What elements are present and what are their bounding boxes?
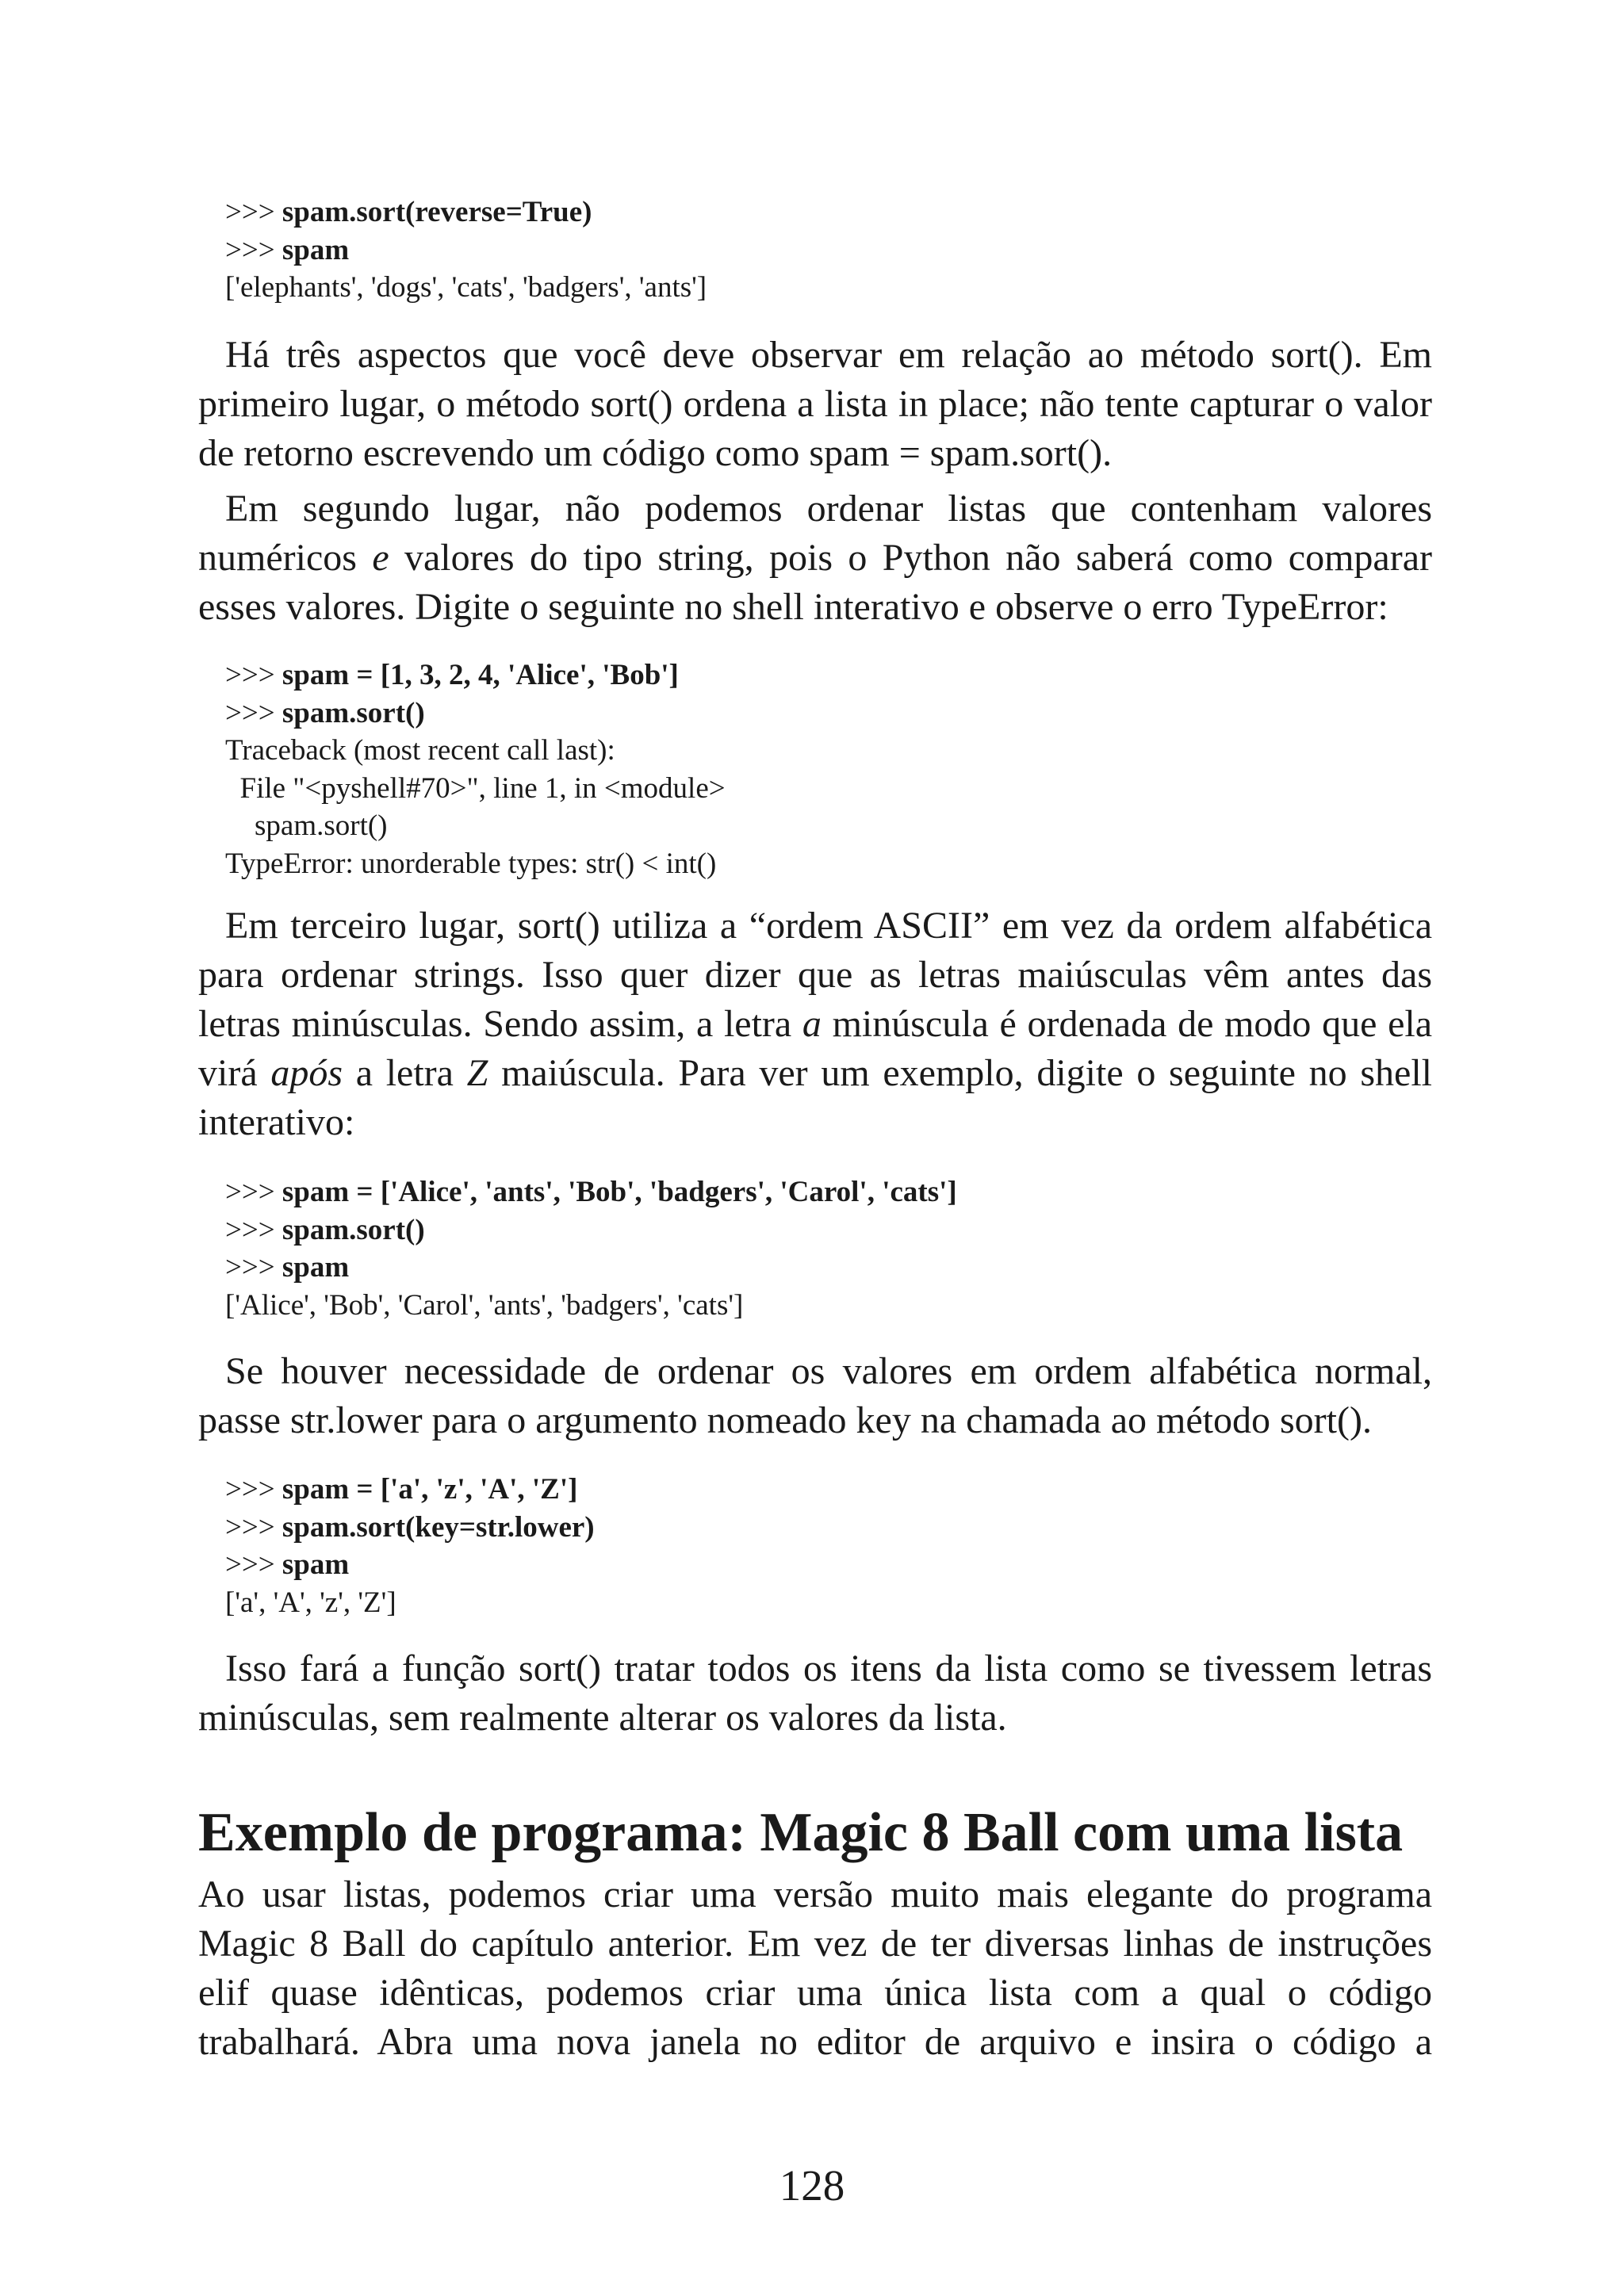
code-input: spam = ['a', 'z', 'A', 'Z'] <box>282 1473 578 1506</box>
code-block <box>225 193 1494 307</box>
shell-prompt: >>> <box>225 196 282 228</box>
code-line <box>225 807 1494 845</box>
paragraph-text: Em segundo lugar, não podemos ordenar listas que contenham valores numéricos <box>198 488 1432 579</box>
code-output: spam.sort() <box>225 809 388 843</box>
shell-prompt: >>> <box>225 1473 282 1506</box>
code-line <box>225 1173 1494 1211</box>
code-line <box>225 1546 1494 1584</box>
paragraph <box>198 1644 1432 1743</box>
paragraph-text: maiúscula. Para ver um exemplo, digite o seguinte no shell interativo: <box>198 1052 1433 1143</box>
code-input: spam = [1, 3, 2, 4, 'Alice', 'Bob'] <box>282 659 679 691</box>
shell-prompt: >>> <box>225 659 282 691</box>
code-input: spam.sort() <box>282 1213 425 1246</box>
code-output: ['Alice', 'Bob', 'Carol', 'ants', 'badgers', 'cats'] <box>225 1288 744 1322</box>
code-line <box>225 232 1494 270</box>
code-output: TypeError: unorderable types: str() < int() <box>225 847 717 880</box>
code-input: spam.sort(reverse=True) <box>282 196 592 228</box>
paragraph-text: valores do tipo string, pois o Python não saberá como comparar esses valores. Digite o seguinte no shell interativo e observe o erro TypeError: <box>198 537 1432 628</box>
code-output: File "<pyshell#70>", line 1, in <module> <box>225 771 726 805</box>
paragraph <box>198 484 1432 632</box>
section-heading: Exemplo de programa: Magic 8 Ball com uma lista <box>198 1802 1404 1863</box>
paragraph-text: a letra <box>343 1052 467 1094</box>
code-input: spam <box>282 1251 350 1284</box>
paragraph-text: Há três aspectos que você deve observar em relação ao método sort(). Em primeiro lugar, o método sort() ordena a lista in place; não tente capturar o valor de retorno escrevendo um código como spam = spam.sort(). <box>198 334 1432 474</box>
shell-prompt: >>> <box>225 1176 282 1208</box>
paragraph <box>198 331 1432 478</box>
emphasis-text: após <box>270 1052 343 1094</box>
code-line <box>225 1249 1494 1287</box>
paragraph-text: Em terceiro lugar, sort() utiliza a “ordem ASCII” em vez da ordem alfabética para ordenar strings. Isso quer dizer que as letras maiúsculas vêm antes das letras minúsculas. Sendo assim, a letra <box>198 905 1432 1045</box>
code-line <box>225 732 1494 770</box>
code-input: spam.sort() <box>282 696 425 729</box>
code-line <box>225 845 1494 883</box>
code-output: ['a', 'A', 'z', 'Z'] <box>225 1586 396 1619</box>
code-line <box>225 1287 1494 1325</box>
code-line <box>225 193 1494 232</box>
code-input: spam <box>282 233 350 266</box>
code-line <box>225 1509 1494 1547</box>
code-block <box>225 656 1494 883</box>
code-input: spam = ['Alice', 'ants', 'Bob', 'badgers', 'Carol', 'cats'] <box>282 1176 957 1208</box>
code-line <box>225 1584 1494 1622</box>
emphasis-text: Z <box>466 1052 488 1094</box>
code-line <box>225 1211 1494 1249</box>
code-block <box>225 1471 1494 1621</box>
paragraph-text: Isso fará a função sort() tratar todos os itens da lista como se tivessem letras minúsculas, sem realmente alterar os valores da lista. <box>198 1647 1432 1739</box>
code-line <box>225 1471 1494 1509</box>
shell-prompt: >>> <box>225 1548 282 1582</box>
shell-prompt: >>> <box>225 1251 282 1284</box>
paragraph-text: minúscula é ordenada de modo que ela virá <box>198 1003 1433 1094</box>
shell-prompt: >>> <box>225 233 282 266</box>
paragraph <box>198 901 1432 1147</box>
shell-prompt: >>> <box>225 1510 282 1544</box>
code-line <box>225 269 1494 307</box>
code-line <box>225 770 1494 808</box>
shell-prompt: >>> <box>225 696 282 729</box>
shell-prompt: >>> <box>225 1213 282 1246</box>
code-input: spam.sort(key=str.lower) <box>282 1510 595 1544</box>
paragraph-text: Ao usar listas, podemos criar uma versão muito mais elegante do programa Magic 8 Ball do capítulo anterior. Em vez de ter diversas linhas de instruções elif quase idênticas, podemos criar uma única lista com a qual o código trabalhará. Abra uma nova janela no editor de arquivo e insira o código a <box>198 1873 1432 2063</box>
emphasis-text: e <box>372 537 389 579</box>
code-block <box>225 1173 1494 1324</box>
page-number: 128 <box>779 2161 845 2210</box>
paragraph <box>198 1347 1432 1445</box>
emphasis-text: a <box>802 1003 822 1045</box>
code-line <box>225 656 1494 695</box>
code-input: spam <box>282 1548 350 1582</box>
code-output: Traceback (most recent call last): <box>225 734 615 767</box>
code-output: ['elephants', 'dogs', 'cats', 'badgers', 'ants'] <box>225 271 707 304</box>
paragraph-text: Se houver necessidade de ordenar os valores em ordem alfabética normal, passe str.lower para o argumento nomeado key na chamada ao método sort(). <box>198 1350 1432 1441</box>
paragraph <box>198 1870 1432 2067</box>
code-line <box>225 695 1494 733</box>
